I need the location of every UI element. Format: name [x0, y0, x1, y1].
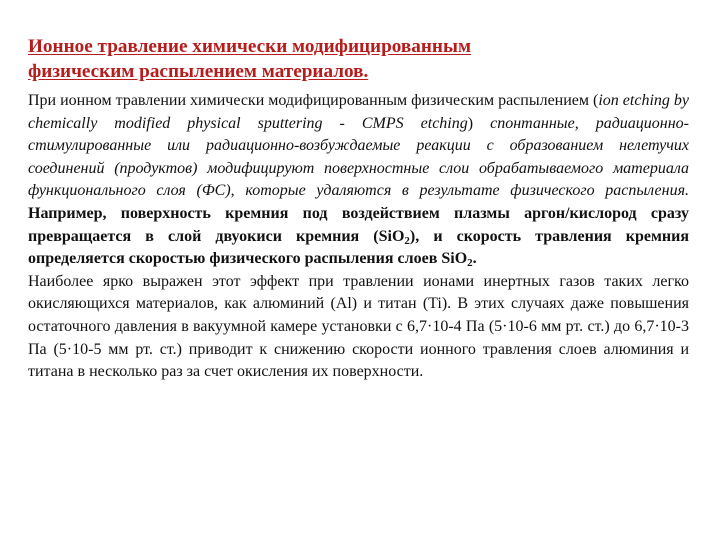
paragraph-1-italic-body: спонтанные, радиационно-стимулированные или радиационно-возбуждаемые реакции с образованием нелетучих соединений (продуктов) модифицируют поверхностные слои обрабатываемого материала функционального слоя (ФС), которые удаляются в результате физического распыления.	[28, 114, 689, 200]
slide-title	[28, 34, 689, 84]
paragraph-1-bold-c: .	[472, 250, 477, 268]
paragraph-1-bold-a: Например, поверхность кремния под воздействием плазмы аргон/кислород сразу превращается в слой двуокиси кремния (SiO	[28, 204, 689, 245]
paragraph-1-after-term: )	[467, 114, 491, 132]
english-term: ion etching by chemically modified physical sputtering - CMPS etching	[28, 92, 690, 132]
paragraph-1-lead: При ионном травлении химически модифицированным физическим распылением (	[28, 92, 599, 109]
paragraph-2: Наиболее ярко выражен этот эффект при травлении ионами инертных газов таких легко окисляющихся материалов, как алюминий (Al) и титан (Ti). В этих случаях даже повышения остаточного давления в вакуумной камере установки с 6,7·10-4 Па (5·10-6 мм рт. ст.) до 6,7·10-3 Па (5·10-5 мм рт. ст.) приводит к снижению скорости ионного травления слоев алюминия и титана в несколько раз за счет окисления их поверхности.	[28, 272, 689, 381]
paragraph-1	[28, 90, 689, 271]
paragraph-1-bold-b: ), и скорость травления кремния определяется скоростью физического распыления слоев SiO	[28, 227, 689, 268]
subscript-a: 2	[404, 234, 410, 247]
slide-content	[28, 34, 689, 384]
slide-title-line-2: физическим распылением материалов.	[28, 61, 369, 82]
subscript-b: 2	[467, 257, 473, 270]
slide-title-line-1: Ионное травление химически модифицированным	[28, 36, 472, 57]
